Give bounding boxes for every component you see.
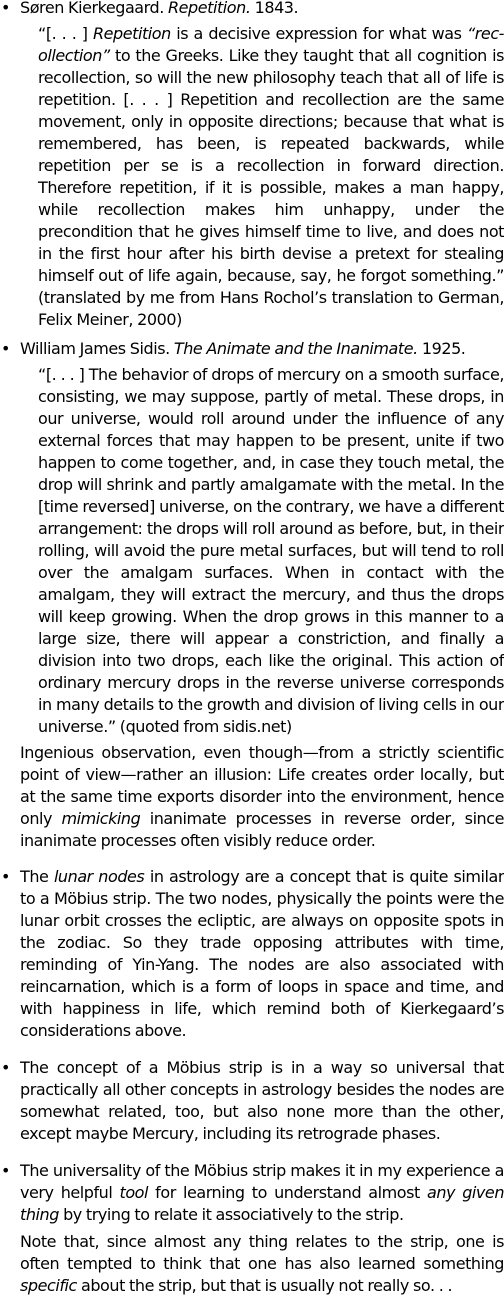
comment-italic: mimicking — [61, 809, 141, 828]
bullet-icon: • — [1, 0, 10, 17]
note-text: Note that, since almost any thing relates to the strip, one is often tempted to think that one has also learned something — [20, 1232, 504, 1273]
bullet-icon: • — [1, 1058, 10, 1077]
body-text: for learning to understand almost — [155, 1183, 420, 1202]
comment-paragraph — [20, 742, 504, 852]
author-name: Søren Kierkegaard. — [20, 0, 164, 17]
quote-text: is a decisive expression for what was — [176, 24, 462, 43]
note-text: about the strip, but that is usually not really so. . . — [81, 1276, 453, 1295]
body-text: in astrology are a concept that is quite similar to a Möbius strip. The two nodes, physically the points were the lunar orbit crosses the ecliptic, are always on opposite spots in the zodiac. So they trade opposing attributes with time, reminding of Yin-Yang. The nodes are also associated with reincarnation, which is a form of loops in space and time, and with happiness in life, which remind both of Kierkegaard’s considerations above. — [20, 867, 504, 1040]
body-paragraph: The concept of a Möbius strip is in a way so universal that practically all other concepts in astrology besides the nodes are somewhat related, too, but also none more than the other, except maybe Mercury, including its retrograde phases. — [20, 1058, 504, 1143]
body-italic: lunar nodes — [53, 867, 145, 886]
work-title: The Animate and the Inanimate. — [173, 339, 418, 358]
note-paragraph — [20, 1231, 504, 1297]
body-text: by trying to relate it associatively to the strip. — [63, 1205, 404, 1224]
author-name: William James Sidis. — [20, 339, 170, 358]
quote-text: to the Greeks. Like they taught that all cognition is recollection, so will the new philosophy teach that all of life is repetition. [. . . ] Repetition and recollection are the same movement, only in opposite directions; because that what is remembered, has been, is repeated backwards, while repetition per se is a recollection in forward direction. Therefore repetition, if it is possible, makes a man happy, while recollection makes him unhappy, under the precondition that he gives himself time to live, and does not in the first hour after his birth devise a pretext for stealing himself out of life again, because, say, he forgot something.” (translated by me from Hans Rochol’s translation to German, Felix Meiner, 2000) — [38, 46, 504, 329]
list-item — [0, 866, 504, 1042]
quote-ellipsis: “[. . . ] — [38, 24, 88, 43]
work-title: Repetition. — [168, 0, 251, 17]
quote-paragraph: “[. . . ] The behavior of drops of mercury on a smooth surface, consisting, we may suppose, partly of metal. These drops, in our universe, would roll around under the influence of any external forces that may happen to be present, unite if two happen to come together, and, in case they touch metal, the drop will shrink and partly amalgamate with the metal. In the [time reversed] universe, on the contrary, we have a different arrangement: the drops will roll around as before, but, in their rolling, will avoid the pure metal surfaces, but will tend to roll over the amalgam surfaces. When in contact with the amalgam, they will extract the mercury, and thus the drops will keep growing. When the drop grows in this manner to a large size, there will appear a constriction, and finally a division into two drops, each like the original. This action of ordinary mercury drops in the reverse universe corresponds in many details to the growth and division of living cells in our universe.” (quoted from sidis.net) — [38, 365, 504, 736]
list-item — [0, 0, 504, 331]
publication-year: 1925. — [421, 339, 466, 358]
quote-italic-term: Repetition — [93, 24, 171, 43]
publication-year: 1843. — [254, 0, 299, 17]
quote-italic-word: “rec-ollection” — [38, 24, 504, 65]
list-item — [0, 338, 504, 852]
body-paragraph — [20, 1160, 504, 1226]
bullet-icon: • — [1, 339, 10, 358]
body-text: The universality of the Möbius strip makes it in my experience a very helpful — [20, 1161, 504, 1202]
body-text: The — [20, 867, 49, 886]
body-italic: tool — [119, 1183, 149, 1202]
body-paragraph — [20, 866, 504, 1042]
comment-text: inanimate processes in reverse order, since inanimate processes often visibly reduce order. — [20, 809, 504, 850]
citation-heading — [20, 0, 504, 19]
quote-paragraph — [20, 23, 504, 331]
list-item — [0, 1057, 504, 1145]
comment-text: Ingenious observation, even though—from a strictly scientific point of view—rather an illusion: Life creates order locally, but at the same time exports disorder into the environment, hence only — [20, 743, 504, 828]
citation-heading — [20, 338, 504, 360]
note-italic: specific — [20, 1276, 77, 1295]
bullet-icon: • — [1, 1161, 10, 1180]
body-italic: any given thing — [20, 1183, 504, 1224]
bullet-icon: • — [1, 867, 10, 886]
list-item — [0, 1160, 504, 1297]
